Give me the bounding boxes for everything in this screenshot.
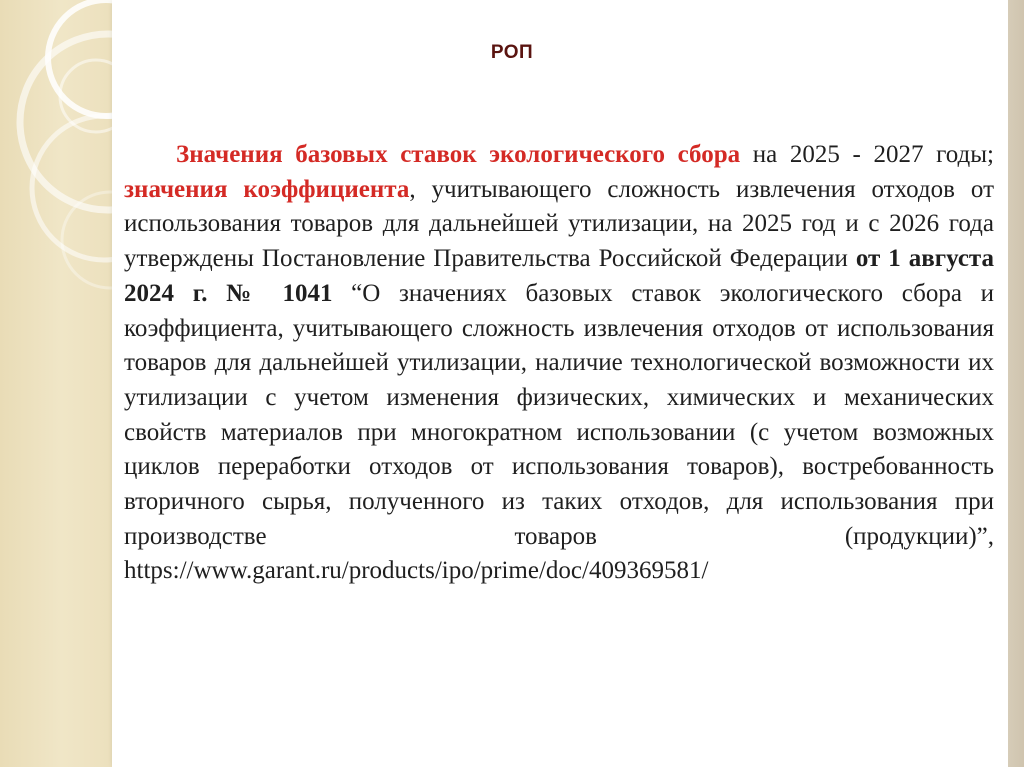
body-paragraph	[124, 138, 994, 589]
paragraph-text-2: , учитывающего сложность извлечения отходов от использования товаров для дальнейшей утилизации, на 2025 год и с 2026 года утверждены Постановление Правительства Российской Федерации	[124, 175, 994, 273]
paragraph-text-1: на 2025 - 2027 годы;	[740, 141, 994, 168]
resolution-date-number: от 1 августа 2024 г. № 1041	[124, 245, 995, 307]
highlight-coefficient: значения коэффициента	[124, 175, 410, 203]
highlight-base-rates: Значения базовых ставок экологического сбора	[176, 141, 741, 168]
slide-title: РОП	[490, 42, 534, 63]
decorative-circles-pattern	[0, 0, 112, 767]
decorative-right-strip	[1008, 0, 1024, 767]
decorative-circle	[32, 116, 112, 260]
decorative-left-band	[0, 0, 112, 767]
decorative-circle	[60, 60, 112, 132]
paragraph-text-3: “О значениях базовых ставок экологического сбора и коэффициента, учитывающего сложность извлечения отходов от использования товаров для дальнейшей утилизации, наличие технологической возможности их утилизации с учетом изменения физических, химических и механических свойств материалов при многократном использовании (с учетом возможных циклов переработки отходов от использования товаров), востребованность вторичного сырья, полученного из таких отходов, для использования при производстве товаров (продукции)”, https://www.garant.ru/products/ipo/prime/doc/409369581/	[124, 279, 994, 585]
